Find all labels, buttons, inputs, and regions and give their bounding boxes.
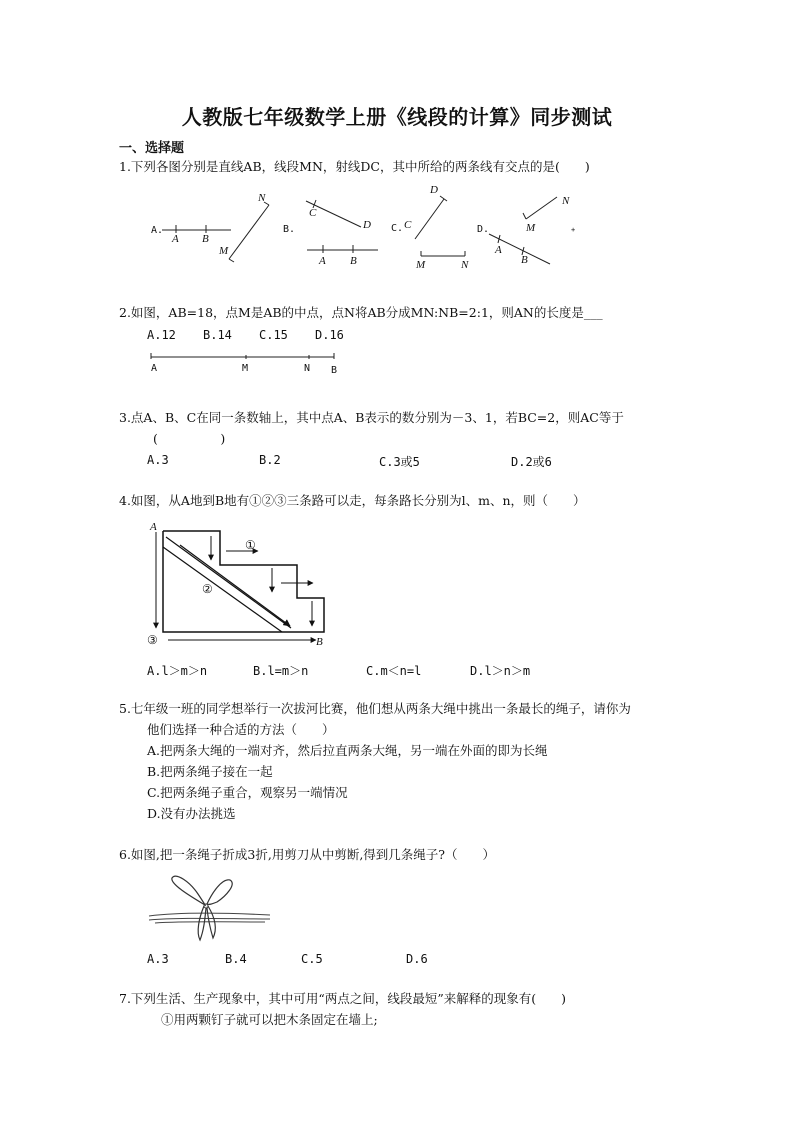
q2-option-d[interactable]: D.16: [315, 328, 344, 342]
q2-option-c[interactable]: C.15: [259, 328, 288, 342]
q7-item-1: ①用两颗钉子就可以把木条固定在墙上;: [161, 1012, 378, 1027]
q1-fig-c-pointM: M: [416, 259, 426, 271]
q1-stem: 1.下列各图分别是直线AB，线段MN，射线DC，其中所给的两条线有交点的是( ): [119, 159, 590, 174]
q2-point-n: N: [304, 363, 311, 374]
q6-option-b[interactable]: B.4: [225, 952, 247, 966]
q2-option-a[interactable]: A.12: [147, 328, 176, 342]
q1-fig-label-c: C.: [391, 223, 404, 234]
q1-fig-a-pointM: M: [219, 245, 229, 257]
q4-point-b: B: [316, 636, 323, 648]
q1-fig-b-pointA: A: [319, 255, 326, 267]
q4-option-b[interactable]: B.l=m＞n: [253, 664, 309, 678]
q4-option-c[interactable]: C.m＜n=l: [366, 664, 422, 678]
q1-fig-d-pointB: B: [521, 254, 528, 266]
q1-fig-c-pointC: C: [404, 219, 412, 231]
q1-fig-b-pointC: C: [309, 207, 317, 219]
q1-fig-b-pointB: B: [350, 255, 357, 267]
q1-fig-a-pointB: B: [202, 233, 209, 245]
q6-stem: 6.如图,把一条绳子折成3折,用剪刀从中剪断,得到几条绳子?（ ）: [119, 847, 496, 862]
q6-option-a[interactable]: A.3: [147, 952, 169, 966]
q5-option-b[interactable]: B.把两条绳子接在一起: [147, 764, 273, 779]
q1-fig-b-pointD: D: [363, 219, 371, 231]
q3-option-a[interactable]: A.3: [147, 453, 169, 467]
q1-fig-d-pointM: M: [526, 222, 536, 234]
q2-point-m: M: [242, 363, 249, 374]
q4-point-a: A: [150, 521, 157, 533]
page-title: 人教版七年级数学上册《线段的计算》同步测试: [181, 105, 613, 129]
q6-rope-scissors-figure: [0, 868, 794, 948]
q1-fig-d-pointN: N: [562, 195, 570, 207]
q5-option-c[interactable]: C.把两条绳子重合，观察另一端情况: [147, 785, 348, 800]
q1-figure: [0, 180, 794, 300]
q4-route-2: ②: [202, 582, 213, 596]
q1-fig-c-pointD: D: [430, 184, 438, 196]
section-heading: 一、选择题: [119, 141, 185, 156]
q4-route-1: ①: [245, 538, 256, 552]
q2-stem: 2.如图，AB=18，点M是AB的中点，点N将AB分成MN:NB=2:1，则AN的长度是___: [119, 305, 603, 320]
q2-number-line: [0, 345, 794, 375]
q4-route-3: ③: [147, 633, 158, 647]
q5-option-a[interactable]: A.把两条大绳的一端对齐，然后拉直两条大绳，另一端在外面的即为长绳: [147, 743, 548, 758]
q3-option-c[interactable]: C.3或5: [379, 455, 420, 469]
q6-option-c[interactable]: C.5: [301, 952, 323, 966]
q1-fig-a-pointN: N: [258, 192, 266, 204]
q4-figure-paths: [0, 515, 794, 650]
q1-fig-label-b: B.: [283, 224, 296, 235]
q5-stem-line2: 他们选择一种合适的方法（ ）: [147, 722, 335, 737]
svg-text:+: +: [571, 226, 576, 234]
q1-fig-c-pointN: N: [461, 259, 469, 271]
q2-point-a: A: [151, 363, 158, 374]
q1-fig-a-pointA: A: [172, 233, 179, 245]
q4-option-a[interactable]: A.l＞m＞n: [147, 664, 208, 678]
q1-fig-label-d: D.: [477, 224, 490, 235]
q3-answer-paren: ( ): [153, 431, 226, 446]
q1-fig-label-a: A.: [151, 225, 164, 236]
q6-option-d[interactable]: D.6: [406, 952, 428, 966]
q3-option-d[interactable]: D.2或6: [511, 455, 552, 469]
q3-stem: 3.点A、B、C在同一条数轴上，其中点A、B表示的数分别为－3、1，若BC=2，则AC等于: [119, 410, 624, 425]
q5-stem-line1: 5.七年级一班的同学想举行一次拔河比赛，他们想从两条大绳中挑出一条最长的绳子，请你为: [119, 701, 631, 716]
q2-point-b: B: [331, 365, 338, 376]
q5-option-d[interactable]: D.没有办法挑选: [147, 806, 236, 821]
q3-option-b[interactable]: B.2: [259, 453, 281, 467]
q1-fig-d-pointA: A: [495, 244, 502, 256]
q4-option-d[interactable]: D.l＞n＞m: [470, 664, 531, 678]
q4-stem: 4.如图，从A地到B地有①②③三条路可以走，每条路长分别为l、m、n，则（ ）: [119, 493, 586, 508]
q2-option-b[interactable]: B.14: [203, 328, 232, 342]
q7-stem: 7.下列生活、生产现象中，其中可用“两点之间，线段最短”来解释的现象有( ): [119, 991, 566, 1006]
